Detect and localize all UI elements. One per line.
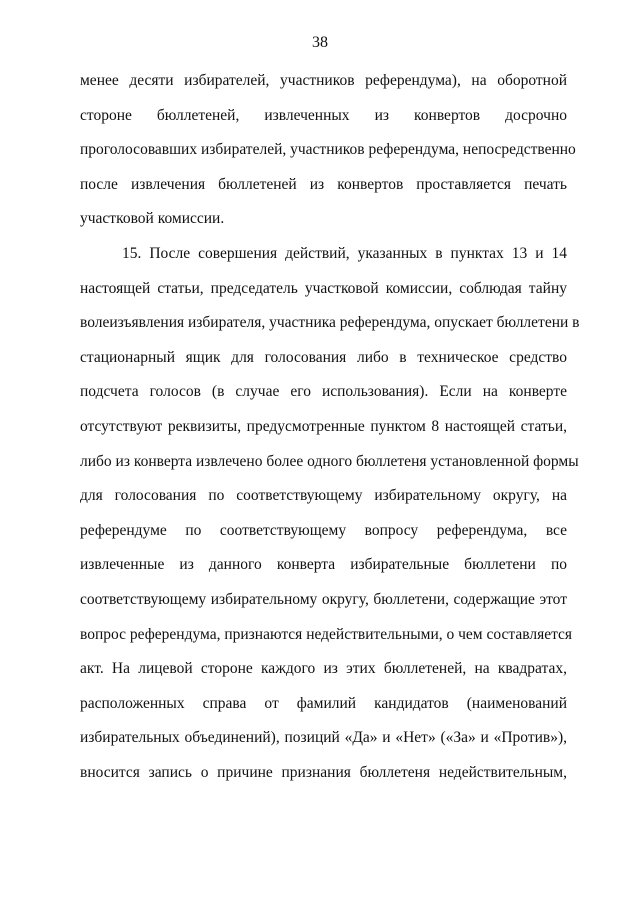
- text-line: 15. После совершения действий, указанных в пунктах 13 и 14: [122, 244, 567, 262]
- text-line: вносится запись о причине признания бюллетеня недействительным,: [80, 763, 567, 781]
- text-line: после извлечения бюллетеней из конвертов проставляется печать: [80, 175, 567, 193]
- text-line: либо из конверта извлечено более одного бюллетеня установленной формы: [80, 452, 579, 470]
- text-line: акт. На лицевой стороне каждого из этих бюллетеней, на квадратах,: [80, 660, 567, 678]
- text-line: стационарный ящик для голосования либо в техническое средство: [80, 348, 567, 366]
- text-line: референдуме по соответствующему вопросу референдума, все: [80, 521, 567, 539]
- text-line: менее десяти избирателей, участников референдума), на оборотной: [80, 72, 567, 89]
- text-line: извлеченные из данного конверта избирательные бюллетени по: [80, 556, 567, 574]
- text-line: соответствующему избирательному округу, бюллетени, содержащие этот: [80, 590, 567, 608]
- text-line: избирательных объединений), позиций «Да» и «Нет» («За» и «Против»),: [80, 729, 567, 747]
- text-line: вопрос референдума, признаются недействительными, о чем составляется: [80, 625, 573, 643]
- page-number: 38: [312, 34, 328, 51]
- text-line: отсутствуют реквизиты, предусмотренные пунктом 8 настоящей статьи,: [80, 417, 567, 435]
- text-line: расположенных справа от фамилий кандидатов (наименований: [80, 694, 567, 712]
- text-line: настоящей статьи, председатель участковой комиссии, соблюдая тайну: [80, 279, 567, 297]
- text-line: проголосовавших избирателей, участников референдума, непосредственно: [80, 141, 576, 159]
- text-line: стороне бюллетеней, извлеченных из конвертов досрочно: [80, 106, 567, 124]
- text-line: для голосования по соответствующему избирательному округу, на: [80, 487, 567, 505]
- text-line: участковой комиссии.: [80, 210, 225, 228]
- text-line: подсчета голосов (в случае его использования). Если на конверте: [80, 383, 567, 401]
- text-line: волеизъявления избирателя, участника референдума, опускает бюллетени в: [80, 314, 580, 332]
- document-body: [80, 64, 580, 790]
